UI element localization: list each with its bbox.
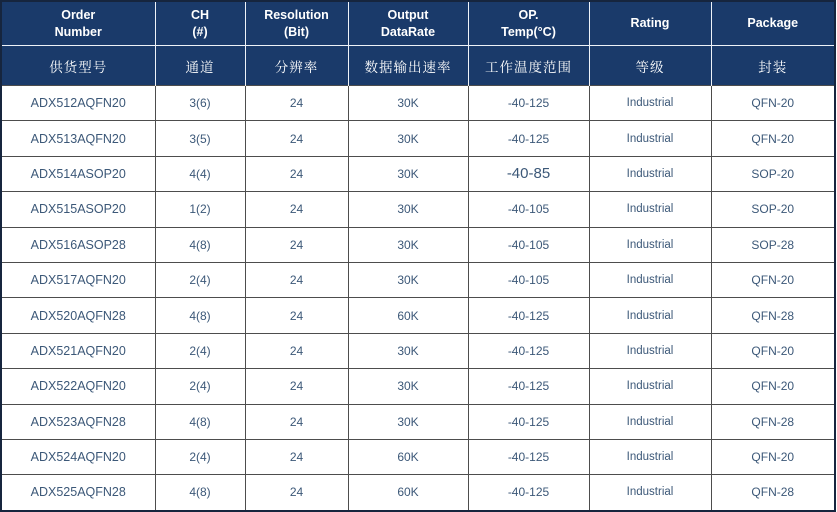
cell-rating: Industrial (589, 86, 711, 121)
cell-pkg: QFN-20 (711, 369, 835, 404)
cell-rate: 60K (348, 439, 468, 474)
cell-rating: Industrial (589, 227, 711, 262)
table-row (1, 333, 835, 368)
header-rating-en-line: Rating (630, 16, 670, 31)
header-rate-zh (348, 46, 468, 86)
header-rate-zh-label: 数据输出速率 (364, 59, 452, 75)
cell-pkg: QFN-28 (711, 475, 835, 511)
table-row (1, 439, 835, 474)
cell-temp: -40-85 (468, 156, 589, 191)
header-temp-zh-label: 工作温度范围 (485, 59, 572, 75)
cell-rate: 30K (348, 86, 468, 121)
cell-pkg: SOP-28 (711, 227, 835, 262)
cell-pkg: QFN-20 (711, 333, 835, 368)
header-row-english (1, 1, 835, 46)
cell-order: ADX517AQFN20 (1, 262, 155, 297)
cell-ch: 3(6) (155, 86, 245, 121)
cell-res: 24 (245, 369, 348, 404)
cell-temp: -40-125 (468, 86, 589, 121)
cell-temp: -40-125 (468, 333, 589, 368)
cell-pkg: QFN-28 (711, 404, 835, 439)
header-res-zh (245, 46, 348, 86)
header-row-chinese (1, 46, 835, 86)
cell-res: 24 (245, 86, 348, 121)
cell-pkg: QFN-20 (711, 86, 835, 121)
header-pkg-en-line: Package (747, 16, 799, 31)
cell-rating: Industrial (589, 192, 711, 227)
cell-ch: 4(8) (155, 475, 245, 511)
header-rating-en (589, 1, 711, 46)
header-pkg-en (711, 1, 835, 46)
header-pkg-zh (711, 46, 835, 86)
header-ch-en-line: CH (190, 7, 210, 22)
table-row (1, 192, 835, 227)
cell-temp: -40-125 (468, 475, 589, 511)
header-ch-en (155, 1, 245, 46)
cell-pkg: SOP-20 (711, 156, 835, 191)
table-row (1, 369, 835, 404)
cell-rating: Industrial (589, 475, 711, 511)
header-order-zh-label: 供货型号 (49, 59, 108, 75)
cell-order: ADX512AQFN20 (1, 86, 155, 121)
cell-temp: -40-105 (468, 192, 589, 227)
header-temp-en-line: OP. (518, 7, 539, 22)
table-row (1, 298, 835, 333)
cell-res: 24 (245, 475, 348, 511)
cell-rate: 30K (348, 227, 468, 262)
cell-order: ADX521AQFN20 (1, 333, 155, 368)
cell-rate: 30K (348, 369, 468, 404)
cell-temp: -40-125 (468, 369, 589, 404)
cell-rate: 60K (348, 475, 468, 511)
table-row (1, 121, 835, 156)
cell-rating: Industrial (589, 439, 711, 474)
header-res-zh-label: 分辨率 (274, 59, 319, 75)
cell-order: ADX522AQFN20 (1, 369, 155, 404)
cell-ch: 1(2) (155, 192, 245, 227)
cell-res: 24 (245, 227, 348, 262)
cell-temp: -40-125 (468, 404, 589, 439)
header-ch-zh (155, 46, 245, 86)
cell-order: ADX516ASOP28 (1, 227, 155, 262)
header-pkg-zh-label: 封装 (758, 59, 788, 75)
table-header (1, 1, 835, 86)
header-res-en-line: (Bit) (284, 24, 309, 39)
cell-res: 24 (245, 262, 348, 297)
cell-rate: 30K (348, 333, 468, 368)
cell-pkg: SOP-20 (711, 192, 835, 227)
header-order-en-line: Order (61, 7, 96, 22)
header-rate-en (348, 1, 468, 46)
cell-temp: -40-125 (468, 121, 589, 156)
cell-rating: Industrial (589, 298, 711, 333)
header-order-en-line: Number (54, 24, 102, 39)
cell-pkg: QFN-20 (711, 121, 835, 156)
cell-ch: 2(4) (155, 262, 245, 297)
cell-rating: Industrial (589, 262, 711, 297)
table-row (1, 262, 835, 297)
cell-res: 24 (245, 121, 348, 156)
cell-ch: 3(5) (155, 121, 245, 156)
header-temp-en-line: Temp(°C) (501, 24, 556, 39)
cell-order: ADX515ASOP20 (1, 192, 155, 227)
table-body (1, 86, 835, 511)
cell-pkg: QFN-28 (711, 298, 835, 333)
cell-order: ADX523AQFN28 (1, 404, 155, 439)
header-order-en (1, 1, 155, 46)
cell-res: 24 (245, 156, 348, 191)
header-ch-zh-label: 通道 (185, 59, 215, 75)
cell-order: ADX524AQFN20 (1, 439, 155, 474)
cell-rating: Industrial (589, 369, 711, 404)
header-ch-en-line: (#) (192, 24, 208, 39)
header-rating-zh-label: 等级 (635, 59, 665, 75)
cell-rating: Industrial (589, 333, 711, 368)
header-res-en-line: Resolution (264, 7, 329, 22)
cell-res: 24 (245, 404, 348, 439)
header-rating-zh (589, 46, 711, 86)
cell-ch: 2(4) (155, 439, 245, 474)
cell-rate: 30K (348, 262, 468, 297)
cell-ch: 4(8) (155, 227, 245, 262)
cell-rate: 60K (348, 298, 468, 333)
cell-ch: 2(4) (155, 369, 245, 404)
cell-temp: -40-105 (468, 227, 589, 262)
cell-order: ADX520AQFN28 (1, 298, 155, 333)
header-rate-en-line: DataRate (380, 24, 436, 39)
cell-res: 24 (245, 333, 348, 368)
cell-rate: 30K (348, 404, 468, 439)
cell-res: 24 (245, 298, 348, 333)
cell-temp: -40-105 (468, 262, 589, 297)
cell-pkg: QFN-20 (711, 439, 835, 474)
header-temp-zh (468, 46, 589, 86)
table-row (1, 156, 835, 191)
cell-ch: 4(4) (155, 156, 245, 191)
table-row (1, 475, 835, 511)
cell-ch: 4(8) (155, 298, 245, 333)
header-temp-en (468, 1, 589, 46)
cell-pkg: QFN-20 (711, 262, 835, 297)
cell-rate: 30K (348, 121, 468, 156)
cell-rating: Industrial (589, 156, 711, 191)
header-rate-en-line: Output (387, 7, 429, 22)
cell-temp: -40-125 (468, 439, 589, 474)
table-row (1, 227, 835, 262)
cell-res: 24 (245, 439, 348, 474)
table-row (1, 86, 835, 121)
cell-temp: -40-125 (468, 298, 589, 333)
cell-res: 24 (245, 192, 348, 227)
table-row (1, 404, 835, 439)
cell-order: ADX525AQFN28 (1, 475, 155, 511)
cell-rating: Industrial (589, 404, 711, 439)
cell-rate: 30K (348, 156, 468, 191)
cell-rate: 30K (348, 192, 468, 227)
header-res-en (245, 1, 348, 46)
cell-order: ADX514ASOP20 (1, 156, 155, 191)
cell-rating: Industrial (589, 121, 711, 156)
cell-order: ADX513AQFN20 (1, 121, 155, 156)
cell-ch: 4(8) (155, 404, 245, 439)
cell-ch: 2(4) (155, 333, 245, 368)
header-order-zh (1, 46, 155, 86)
